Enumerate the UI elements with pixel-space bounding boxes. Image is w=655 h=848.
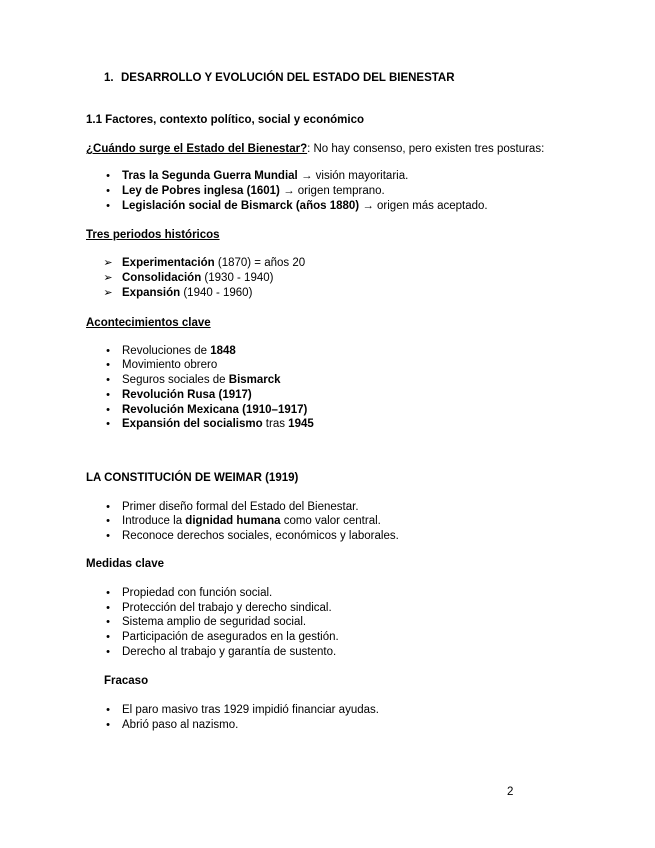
list-item: Legislación social de Bismarck (años 1880) → origen más aceptado.: [122, 200, 488, 212]
list-item: Abrió paso al nazismo.: [122, 719, 239, 731]
bullet-icon: •: [106, 345, 110, 357]
list-item: Seguros sociales de Bismarck: [122, 374, 281, 386]
list-item: Experimentación (1870) = años 20: [122, 257, 306, 269]
bullet-icon: •: [106, 170, 110, 182]
list-item: Derecho al trabajo y garantía de sustento.: [122, 646, 337, 658]
list-item: Introduce la dignidad humana como valor central.: [122, 515, 381, 527]
list-item: Primer diseño formal del Estado del Bienestar.: [122, 501, 359, 513]
list-item: Revolución Mexicana (1910–1917): [122, 404, 308, 416]
arrow-bullet-icon: ➢: [103, 287, 113, 299]
bullet-icon: •: [106, 530, 110, 542]
bullet-icon: •: [106, 646, 110, 658]
list-item: Ley de Pobres inglesa (1601) → origen temprano.: [122, 185, 385, 197]
list-item: Protección del trabajo y derecho sindical.: [122, 602, 332, 614]
bullet-icon: •: [106, 501, 110, 513]
list-item: Propiedad con función social.: [122, 587, 273, 599]
failure-heading: Fracaso: [104, 675, 149, 687]
bullet-icon: •: [106, 418, 110, 430]
bullet-icon: •: [106, 374, 110, 386]
bullet-icon: •: [106, 602, 110, 614]
bullet-icon: •: [106, 185, 110, 197]
bullet-icon: •: [106, 515, 110, 527]
section-title: DESARROLLO Y EVOLUCIÓN DEL ESTADO DEL BIENESTAR: [121, 72, 455, 84]
arrow-bullet-icon: ➢: [103, 257, 113, 269]
weimar-heading: LA CONSTITUCIÓN DE WEIMAR (1919): [86, 472, 299, 484]
page-number: 2: [507, 786, 514, 798]
bullet-icon: •: [106, 719, 110, 731]
bullet-icon: •: [106, 587, 110, 599]
section-number: 1.: [104, 72, 114, 84]
periods-heading: Tres periodos históricos: [86, 229, 220, 241]
subsection-title: 1.1 Factores, contexto político, social y económico: [86, 114, 364, 126]
bullet-icon: •: [106, 359, 110, 371]
list-item: Movimiento obrero: [122, 359, 218, 371]
bullet-icon: •: [106, 389, 110, 401]
bullet-icon: •: [106, 404, 110, 416]
bullet-icon: •: [106, 616, 110, 628]
list-item: Revoluciones de 1848: [122, 345, 236, 357]
list-item: Expansión del socialismo tras 1945: [122, 418, 314, 430]
list-item: Sistema amplio de seguridad social.: [122, 616, 307, 628]
list-item: Reconoce derechos sociales, económicos y laborales.: [122, 530, 399, 542]
list-item: Revolución Rusa (1917): [122, 389, 252, 401]
list-item: Tras la Segunda Guerra Mundial → visión mayoritaria.: [122, 170, 409, 182]
measures-heading: Medidas clave: [86, 558, 164, 570]
question-line: [86, 142, 544, 157]
list-item: Participación de asegurados en la gestión.: [122, 631, 339, 643]
arrow-bullet-icon: ➢: [103, 272, 113, 284]
bullet-icon: •: [106, 631, 110, 643]
list-item: Consolidación (1930 - 1940): [122, 272, 274, 284]
question-label: ¿Cuándo surge el Estado del Bienestar?: [86, 143, 308, 155]
bullet-icon: •: [106, 200, 110, 212]
list-item: El paro masivo tras 1929 impidió financiar ayudas.: [122, 704, 379, 716]
question-text: : No hay consenso, pero existen tres posturas:: [307, 143, 545, 155]
events-heading: Acontecimientos clave: [86, 317, 211, 329]
list-item: Expansión (1940 - 1960): [122, 287, 253, 299]
bullet-icon: •: [106, 704, 110, 716]
